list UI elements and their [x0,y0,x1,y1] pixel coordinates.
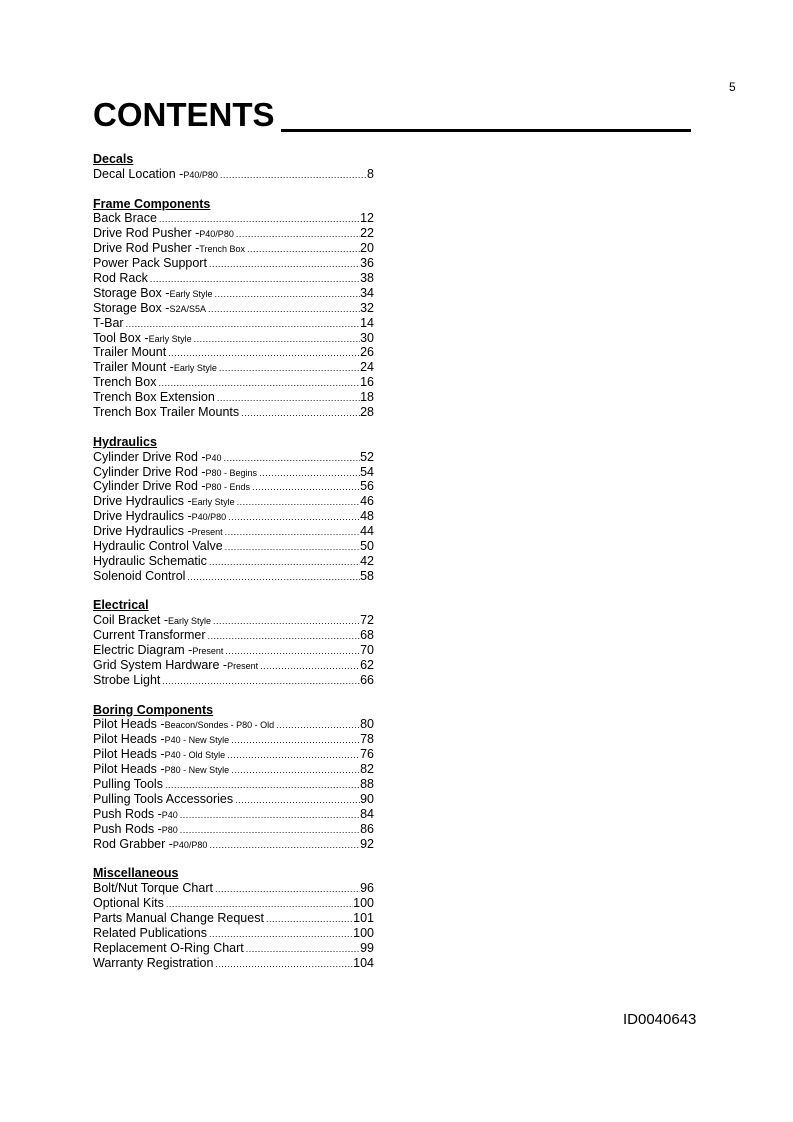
entry-page-number: 48 [360,509,374,524]
toc-entry[interactable] [93,658,374,673]
dot-leader [185,570,360,585]
toc-entry[interactable] [93,732,374,747]
dot-leader [207,838,360,853]
toc-entry[interactable] [93,807,374,822]
dot-leader [250,480,360,495]
entry-title: Pilot Heads - [93,762,165,777]
toc-entry[interactable] [93,256,374,271]
entry-page-number: 52 [360,449,374,464]
dot-leader [215,391,360,406]
entry-page-number: 26 [360,345,374,360]
dot-leader [229,763,360,778]
entry-page-number: 101 [353,910,374,925]
toc-entry[interactable] [93,956,374,971]
dot-leader [178,823,360,838]
toc-entry[interactable] [93,554,374,569]
toc-entry[interactable] [93,911,374,926]
toc-entry[interactable] [93,762,374,777]
dot-leader [207,555,360,570]
entry-title: Replacement O-Ring Chart [93,940,244,955]
entry-page-number: 16 [360,375,374,390]
toc-entry[interactable] [93,941,374,956]
table-of-contents [93,152,374,985]
dot-leader [233,793,360,808]
entry-page-number: 12 [360,211,374,226]
entry-title: Push Rods - [93,821,162,836]
entry-page-number: 30 [360,330,374,345]
entry-title: Trench Box Trailer Mounts [93,405,240,420]
entry-title: Parts Manual Change Request [93,910,264,925]
dot-leader [207,257,360,272]
entry-qualifier: Trench Box [199,244,245,255]
dot-leader [206,629,361,644]
dot-leader [207,927,353,942]
entry-qualifier: Early Style [169,288,213,299]
toc-entry[interactable] [93,881,374,896]
entry-title: Drive Hydraulics - [93,524,192,539]
toc-entry[interactable] [93,167,374,182]
dot-leader [274,718,360,733]
entry-title: Optional Kits [93,896,164,911]
entry-page-number: 84 [360,806,374,821]
entry-qualifier: Present [192,646,224,657]
contents-title-block [93,96,693,136]
toc-entry[interactable] [93,479,374,494]
dot-leader [223,525,360,540]
entry-title: Grid System Hardware - [93,658,228,672]
toc-entry[interactable] [93,613,374,628]
toc-entry[interactable] [93,241,374,256]
entry-title: Storage Box - [93,300,170,315]
toc-section [93,866,374,970]
entry-page-number: 66 [360,672,374,687]
entry-title: Warranty Registration [93,955,214,970]
toc-section [93,598,374,687]
entry-title: T-Bar [93,315,124,330]
toc-entry[interactable] [93,837,374,852]
dot-leader [223,644,360,659]
section-heading: Decals [93,152,134,166]
entry-title: Back Brace [93,211,157,226]
toc-entry[interactable] [93,643,374,658]
entry-title: Drive Hydraulics - [93,494,192,509]
entry-page-number: 38 [360,271,374,286]
entry-title: Trench Box [93,375,157,390]
dot-leader [192,332,360,347]
entry-qualifier: P40 [205,452,222,463]
entry-title: Drive Rod Pusher - [93,241,200,256]
dot-leader [226,510,360,525]
entry-page-number: 92 [360,836,374,851]
entry-title: Hydraulic Control Valve [93,538,223,553]
dot-leader [218,168,367,183]
toc-entry[interactable] [93,271,374,286]
entry-qualifier: Early Style [191,497,235,508]
dot-leader [258,659,360,674]
page-title: CONTENTS [93,96,275,133]
dot-leader [217,361,360,376]
toc-entry[interactable] [93,673,374,688]
dot-leader [223,540,360,555]
entry-qualifier: Present [191,527,223,538]
entry-title: Current Transformer [93,628,206,643]
entry-page-number: 100 [353,896,374,911]
entry-qualifier: P80 - New Style [164,765,230,776]
entry-qualifier: P80 [161,824,178,835]
entry-page-number: 34 [360,285,374,300]
dot-leader [157,212,360,227]
toc-entry[interactable] [93,375,374,390]
entry-page-number: 90 [360,791,374,806]
entry-page-number: 28 [360,405,374,420]
entry-qualifier: P40 - Old Style [164,750,226,761]
entry-title: Storage Box - [93,285,170,300]
entry-title: Pulling Tools Accessories [93,791,234,806]
toc-section [93,703,374,852]
entry-qualifier: P40 - New Style [164,735,230,746]
entry-page-number: 58 [360,568,374,583]
toc-entry[interactable] [93,822,374,837]
entry-title: Solenoid Control [93,568,186,583]
entry-page-number: 32 [360,300,374,315]
entry-page-number: 44 [360,524,374,539]
entry-page-number: 36 [360,256,374,271]
toc-entry[interactable] [93,628,374,643]
dot-leader [163,778,360,793]
dot-leader [234,227,360,242]
toc-entry[interactable] [93,509,374,524]
toc-entry[interactable] [93,792,374,807]
entry-title: Trench Box Extension [93,390,215,405]
toc-entry[interactable] [93,465,374,480]
section-heading: Boring Components [93,702,214,717]
dot-leader [148,272,360,287]
page-number: 5 [729,80,736,94]
dot-leader [229,733,360,748]
toc-entry[interactable] [93,345,374,360]
entry-page-number: 104 [353,955,374,970]
dot-leader [235,495,360,510]
dot-leader [245,242,360,257]
entry-qualifier: P40 [161,809,178,820]
toc-entry[interactable] [93,926,374,941]
section-heading: Frame Components [93,196,211,211]
toc-entry[interactable] [93,524,374,539]
entry-page-number: 8 [367,166,374,181]
dot-leader [239,406,360,421]
entry-qualifier: P40/P80 [172,839,208,850]
toc-entry[interactable] [93,777,374,792]
toc-entry[interactable] [93,717,374,732]
entry-page-number: 88 [360,777,374,792]
toc-entry[interactable] [93,569,374,584]
entry-title: Drive Rod Pusher - [93,226,200,241]
toc-section [93,435,374,584]
entry-page-number: 54 [360,464,374,479]
dot-leader [222,451,361,466]
dot-leader [206,302,360,317]
entry-qualifier: P40/P80 [199,229,234,240]
entry-title: Pilot Heads - [93,717,165,732]
dot-leader [257,466,360,481]
entry-title: Bolt/Nut Torque Chart [93,881,213,896]
entry-title: Cylinder Drive Rod - [93,449,206,464]
entry-page-number: 14 [360,315,374,330]
toc-section [93,197,374,420]
entry-qualifier: S2A/S5A [169,303,206,314]
dot-leader [225,748,360,763]
entry-title: Hydraulic Schematic [93,553,207,568]
entry-title: Power Pack Support [93,256,207,271]
entry-page-number: 20 [360,241,374,256]
entry-page-number: 86 [360,821,374,836]
entry-page-number: 22 [360,226,374,241]
toc-entry[interactable] [93,211,374,226]
dot-leader [156,376,360,391]
entry-page-number: 18 [360,390,374,405]
entry-title: Rod Rack [93,271,148,286]
entry-title: Strobe Light [93,672,161,687]
entry-title: Cylinder Drive Rod - [93,464,206,479]
entry-title: Push Rods - [93,806,162,821]
entry-page-number: 80 [360,717,374,732]
dot-leader [213,882,360,897]
dot-leader [124,317,361,332]
entry-qualifier: Early Style [168,616,212,627]
entry-page-number: 62 [360,658,374,672]
entry-page-number: 70 [360,643,374,658]
dot-leader [244,942,360,957]
toc-entry[interactable] [93,226,374,241]
entry-title: Tool Box - [93,330,149,345]
toc-entry[interactable] [93,747,374,762]
entry-page-number: 76 [360,747,374,762]
entry-title: Pulling Tools [93,777,163,792]
entry-page-number: 46 [360,494,374,509]
entry-page-number: 78 [360,732,374,747]
toc-section [93,152,374,182]
toc-entry[interactable] [93,450,374,465]
entry-qualifier: P80 - Begins [205,467,258,478]
entry-title: Cylinder Drive Rod - [93,479,206,494]
section-heading: Hydraulics [93,434,157,449]
dot-leader [213,957,353,972]
dot-leader [166,346,360,361]
entry-qualifier: P40/P80 [191,512,227,523]
entry-title: Decal Location - [93,166,184,181]
document-id: ID0040643 [623,1011,697,1028]
entry-page-number: 56 [360,479,374,494]
entry-page-number: 100 [353,925,374,940]
toc-entry[interactable] [93,360,374,375]
toc-entry[interactable] [93,286,374,301]
entry-title: Trailer Mount [93,345,167,360]
entry-qualifier: Early Style [148,333,192,344]
entry-page-number: 99 [360,940,374,955]
dot-leader [178,808,360,823]
section-heading: Electrical [93,598,149,613]
entry-qualifier: Present [227,661,259,671]
entry-title: Trailer Mount - [93,360,174,375]
entry-page-number: 24 [360,360,374,375]
entry-qualifier: P80 - Ends [205,482,251,493]
dot-leader [264,912,353,927]
toc-entry[interactable] [93,316,374,331]
entry-title: Related Publications [93,925,207,940]
entry-page-number: 96 [360,881,374,896]
entry-page-number: 68 [360,628,374,643]
dot-leader [164,897,353,912]
toc-entry[interactable] [93,405,374,420]
entry-title: Electric Diagram - [93,643,193,658]
entry-page-number: 42 [360,553,374,568]
entry-title: Pilot Heads - [93,747,165,762]
toc-entry[interactable] [93,896,374,911]
entry-title: Pilot Heads - [93,732,165,747]
entry-qualifier: Early Style [173,363,217,374]
entry-qualifier: Beacon/Sondes - P80 - Old [164,720,275,731]
entry-page-number: 72 [360,613,374,628]
entry-title: Rod Grabber - [93,836,173,851]
dot-leader [211,614,360,629]
entry-title: Drive Hydraulics - [93,509,192,524]
toc-entry[interactable] [93,539,374,554]
toc-entry[interactable] [93,301,374,316]
toc-entry[interactable] [93,331,374,346]
toc-entry[interactable] [93,494,374,509]
dot-leader [160,674,360,689]
entry-page-number: 50 [360,538,374,553]
entry-page-number: 82 [360,762,374,777]
title-underline-rule [281,129,691,132]
section-heading: Miscellaneous [93,866,179,881]
entry-qualifier: P40/P80 [183,169,218,180]
dot-leader [212,287,360,302]
toc-entry[interactable] [93,390,374,405]
entry-title: Coil Bracket - [93,613,169,628]
